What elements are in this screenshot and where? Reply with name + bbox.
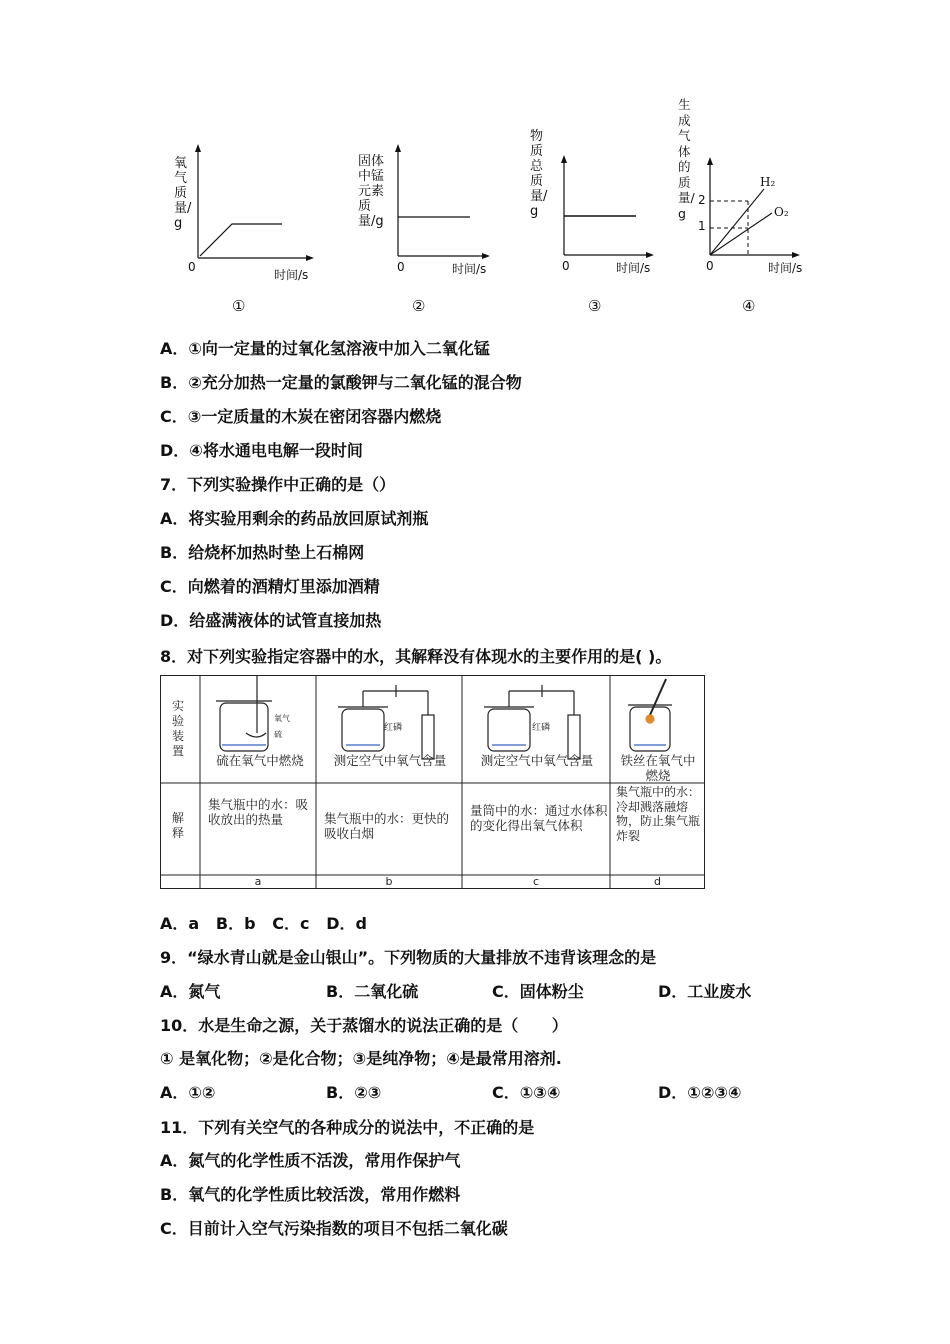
- q6-option-a: A．①向一定量的过氧化氢溶液中加入二氧化锰: [160, 339, 490, 358]
- apparatus-b-redp-label: 红磷: [384, 723, 403, 733]
- graph-4-tick-2: 2: [698, 193, 706, 207]
- explanation-c: 量筒中的水：通过水体积的变化得出氧气体积: [470, 803, 608, 833]
- graph-4-ylabel: 生成气体的质量/g: [678, 97, 695, 221]
- q8-options: A．a B．b C．c D．d: [160, 914, 367, 933]
- q10-option-c: C．①③④: [492, 1083, 561, 1102]
- q7-option-d: D．给盛满液体的试管直接加热: [160, 611, 382, 630]
- table-row2-header: 解释: [172, 811, 185, 840]
- graph-2: [358, 140, 498, 290]
- explanation-d: 集气瓶中的水：冷却溅落融熔物，防止集气瓶炸裂: [616, 785, 701, 843]
- apparatus-d: [628, 679, 672, 751]
- q7-stem: 7．下列实验操作中正确的是（）: [160, 475, 396, 494]
- q11-option-b: B．氧气的化学性质比较活泼，常用作燃料: [160, 1185, 461, 1204]
- graph-4-h2-label: H₂: [760, 175, 776, 189]
- graph-1: [170, 140, 320, 290]
- apparatus-a-sulfur-label: 硫: [274, 730, 282, 739]
- table-row1-header: 实验装置: [172, 699, 185, 758]
- graph-4: [676, 95, 816, 290]
- caption-d: 铁丝在氧气中燃烧: [620, 753, 696, 783]
- caption-a: 硫在氧气中燃烧: [216, 753, 304, 768]
- graph-1-ylabel: 氧气质量/g: [174, 156, 192, 231]
- graph-1-curve: [200, 224, 282, 256]
- caption-c: 测定空气中氧气含量: [480, 753, 594, 768]
- q6-option-d: D．④将水通电电解一段时间: [160, 441, 363, 460]
- q11-option-c: C．目前计入空气污染指数的项目不包括二氧化碳: [160, 1219, 508, 1238]
- graph-2-xlabel: 时间/s: [452, 262, 487, 276]
- graph-4-tick-1: 1: [698, 219, 706, 233]
- q8-table: [160, 675, 705, 889]
- q10-option-d: D．①②③④: [658, 1083, 742, 1102]
- q6-option-b: B．②充分加热一定量的氯酸钾与二氧化锰的混合物: [160, 373, 522, 392]
- q7-option-b: B．给烧杯加热时垫上石棉网: [160, 543, 365, 562]
- caption-b: 测定空气中氧气含量: [333, 753, 447, 768]
- graph-4-origin: 0: [706, 259, 714, 273]
- apparatus-c-redp-label: 红磷: [532, 723, 551, 733]
- q9-option-d: D．工业废水: [658, 982, 752, 1001]
- graph-3-ylabel: 物质总质量/g: [530, 129, 548, 219]
- graph-4-o2-line: [710, 213, 772, 255]
- letter-c: c: [532, 875, 540, 888]
- q6-option-c: C．③一定质量的木炭在密闭容器内燃烧: [160, 407, 442, 426]
- graph-4-o2-label: O₂: [774, 205, 789, 219]
- graph-3: [528, 125, 668, 290]
- graph-4-number: ④: [742, 297, 756, 315]
- q9-stem: 9．“绿水青山就是金山银山”。下列物质的大量排放不违背该理念的是: [160, 948, 657, 967]
- explanation-a: 集气瓶中的水：吸收放出的热量: [208, 797, 309, 827]
- q11-stem: 11．下列有关空气的各种成分的说法中，不正确的是: [160, 1118, 535, 1137]
- q11-option-a: A．氮气的化学性质不活泼，常用作保护气: [160, 1151, 461, 1170]
- q9-option-a: A．氮气: [160, 982, 221, 1001]
- graph-4-xlabel: 时间/s: [768, 261, 803, 275]
- graph-3-number: ③: [588, 297, 602, 315]
- graph-2-origin: 0: [397, 260, 405, 274]
- q9-option-c: C．固体粉尘: [492, 982, 584, 1001]
- letter-b: b: [385, 875, 393, 888]
- graph-1-origin: 0: [188, 260, 196, 274]
- letter-d: d: [654, 875, 661, 888]
- graph-3-xlabel: 时间/s: [616, 261, 651, 275]
- graph-4-h2-line: [710, 189, 764, 255]
- graph-1-number: ①: [232, 297, 246, 315]
- q10-stem: 10．水是生命之源，关于蒸馏水的说法正确的是（ ）: [160, 1016, 568, 1035]
- graph-2-ylabel: 固体中锰元素质量/g: [358, 154, 385, 229]
- q7-option-c: C．向燃着的酒精灯里添加酒精: [160, 577, 380, 596]
- q8-stem: 8．对下列实验指定容器中的水，其解释没有体现水的主要作用的是( )。: [160, 647, 672, 666]
- graph-3-origin: 0: [562, 259, 570, 273]
- apparatus-a: [216, 675, 272, 751]
- explanation-b: 集气瓶中的水：更快的吸收白烟: [324, 811, 450, 841]
- q10-option-b: B．②③: [326, 1083, 382, 1102]
- q7-option-a: A．将实验用剩余的药品放回原试剂瓶: [160, 509, 429, 528]
- q9-option-b: B．二氧化硫: [326, 982, 419, 1001]
- graph-1-xlabel: 时间/s: [274, 268, 309, 282]
- graph-2-number: ②: [412, 297, 426, 315]
- q10-option-a: A．①②: [160, 1083, 216, 1102]
- apparatus-a-oxygen-label: 氧气: [274, 714, 290, 723]
- q10-sub: ① 是氧化物；②是化合物；③是纯净物；④是最常用溶剂.: [160, 1049, 562, 1068]
- letter-a: a: [254, 875, 262, 888]
